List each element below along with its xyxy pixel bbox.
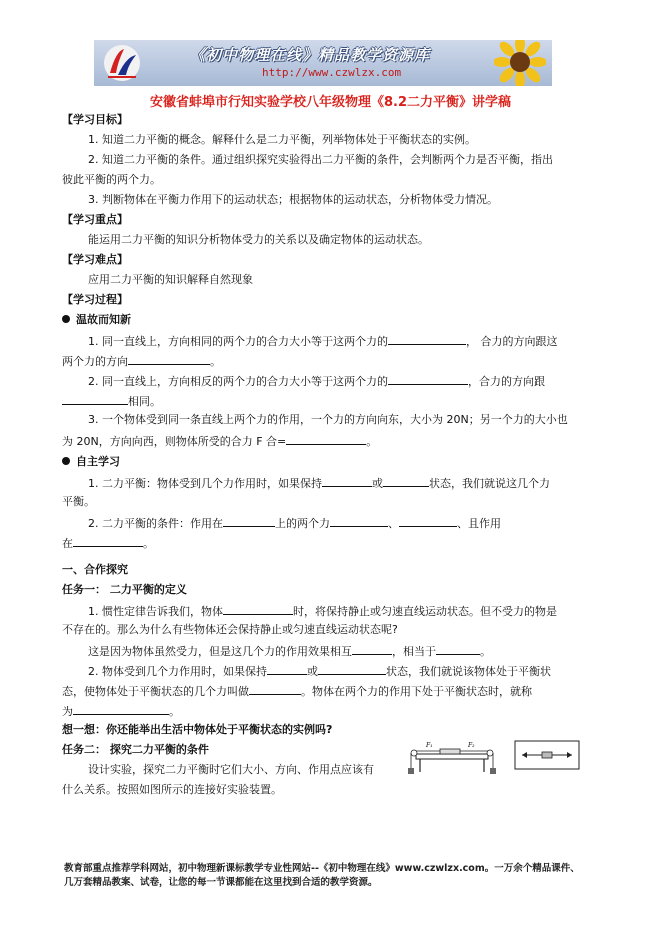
- blank-field[interactable]: [318, 663, 386, 675]
- coop-heading: 一、合作探究: [62, 563, 128, 576]
- task-1-line-3: 这是因为物体虽然受力，但是这几个力的作用效果相互 ，相当于 。: [88, 645, 491, 658]
- review-q3-line-2: 为 20N，方向向西，则物体所受的合力 F 合= 。: [62, 435, 378, 448]
- task-1-line-2: 不存在的。那么为什么有些物体还会保持静止或匀速直线运动状态呢?: [62, 623, 398, 636]
- self-study-heading: [62, 455, 120, 469]
- blank-field[interactable]: [249, 683, 301, 695]
- blank-field[interactable]: [330, 515, 388, 527]
- self-q1-line-2: 平衡。: [62, 495, 95, 508]
- review-q1-line-2: 两个力的方向 。: [62, 355, 221, 368]
- task-1-line-1: 1. 惯性定律告诉我们，物体 时，将保持静止或匀速直线运动状态。但不受力的物是: [88, 605, 557, 618]
- difficulties-text: 应用二力平衡的知识解释自然现象: [88, 273, 253, 286]
- section-goals: 【学习目标】: [62, 113, 128, 126]
- section-process: 【学习过程】: [62, 293, 128, 306]
- review-heading: [62, 313, 131, 327]
- task-2-line-2: 什么关系。按照如图所示的连接好实验装置。: [62, 783, 282, 796]
- site-banner: [94, 40, 552, 86]
- section-key-points: 【学习重点】: [62, 213, 128, 226]
- blank-field[interactable]: [388, 373, 468, 385]
- blank-field[interactable]: [286, 433, 366, 445]
- review-q3-line-1: 3. 一个物体受到同一条直线上两个力的作用，一个力的方向向东，大小为 20N；另一个力的大小也: [88, 413, 568, 426]
- self-q2-line-1: 2. 二力平衡的条件：作用在 上的两个力 、 、且作用: [88, 517, 501, 530]
- task-1-line-4: 2. 物体受到几个力作用时，如果保持 或 状态，我们就说该物体处于平衡状: [88, 665, 551, 678]
- self-q2-line-2: 在 。: [62, 537, 154, 550]
- card-apparatus-figure: [514, 740, 580, 770]
- blank-field[interactable]: [62, 393, 128, 405]
- table-apparatus-figure: [404, 738, 500, 778]
- document-title: 安徽省蚌埠市行知实验学校八年级物理《8.2二力平衡》讲学稿: [149, 95, 512, 110]
- think-prompt: 想一想：你还能举出生活中物体处于平衡状态的实例吗?: [62, 723, 333, 736]
- blank-field[interactable]: [223, 515, 275, 527]
- page-footer: [64, 862, 624, 890]
- section-difficulties: 【学习难点】: [62, 253, 128, 266]
- goal-3: 3. 判断物体在平衡力作用下的运动状态；根据物体的运动状态，分析物体受力情况。: [88, 193, 498, 206]
- blank-field[interactable]: [436, 643, 480, 655]
- task-2-line-1: 设计实验，探究二力平衡时它们大小、方向、作用点应该有: [88, 763, 374, 776]
- task-1-line-6: 为 。: [62, 705, 180, 718]
- goal-2-line-1: 2. 知道二力平衡的条件。通过组织探究实验得出二力平衡的条件，会判断两个力是否平衡，指出: [88, 153, 553, 166]
- logo-icon: [102, 43, 142, 83]
- force-label-f1: F₁: [426, 742, 433, 749]
- footer-line-1: 教育部重点推荐学科网站，初中物理新课标教学专业性网站--《初中物理在线》www.czwlzx.com。一万余个精品课件、: [64, 863, 580, 874]
- blank-field[interactable]: [383, 475, 429, 487]
- blank-field[interactable]: [322, 475, 372, 487]
- bullet-icon: [62, 315, 70, 323]
- blank-field[interactable]: [352, 643, 392, 655]
- review-q2-line-1: 2. 同一直线上，方向相反的两个力的合力大小等于这两个力的 ，合力的方向跟: [88, 375, 545, 388]
- self-q1-line-1: 1. 二力平衡：物体受到几个力作用时，如果保持 或 状态，我们就说这几个力: [88, 477, 550, 490]
- blank-field[interactable]: [223, 603, 293, 615]
- banner-title: 《初中物理在线》精品教学资源库: [190, 46, 431, 64]
- task-2-title: 任务二： 探究二力平衡的条件: [62, 743, 209, 756]
- blank-field[interactable]: [73, 535, 143, 547]
- force-label-f2: F₂: [468, 742, 475, 749]
- blank-field[interactable]: [388, 333, 466, 345]
- review-q2-line-2: 相同。: [62, 393, 161, 409]
- goal-2-line-2: 彼此平衡的两个力。: [62, 173, 161, 186]
- task-1-line-5: 态，使物体处于平衡状态的几个力叫做 。物体在两个力的作用下处于平衡状态时，就称: [62, 685, 532, 698]
- sunflower-icon: [494, 40, 546, 86]
- self-study-title: 自主学习: [76, 455, 120, 468]
- review-title: 温故而知新: [76, 313, 131, 326]
- blank-field[interactable]: [73, 703, 169, 715]
- task-1-title: 任务一： 二力平衡的定义: [62, 583, 187, 596]
- key-points-text: 能运用二力平衡的知识分析物体受力的关系以及确定物体的运动状态。: [88, 233, 429, 246]
- blank-field[interactable]: [399, 515, 457, 527]
- footer-line-2: 几万套精品教案、试卷，让您的每一节课都能在这里找到合适的教学资源。: [64, 877, 378, 888]
- blank-field[interactable]: [128, 353, 210, 365]
- goal-1: 1. 知道二力平衡的概念。解释什么是二力平衡，列举物体处于平衡状态的实例。: [88, 133, 476, 146]
- blank-field[interactable]: [267, 663, 307, 675]
- banner-url[interactable]: http://www.czwlzx.com: [262, 66, 402, 79]
- review-q1-line-1: 1. 同一直线上，方向相同的两个力的合力大小等于这两个力的 ， 合力的方向跟这: [88, 335, 558, 348]
- bullet-icon: [62, 457, 70, 465]
